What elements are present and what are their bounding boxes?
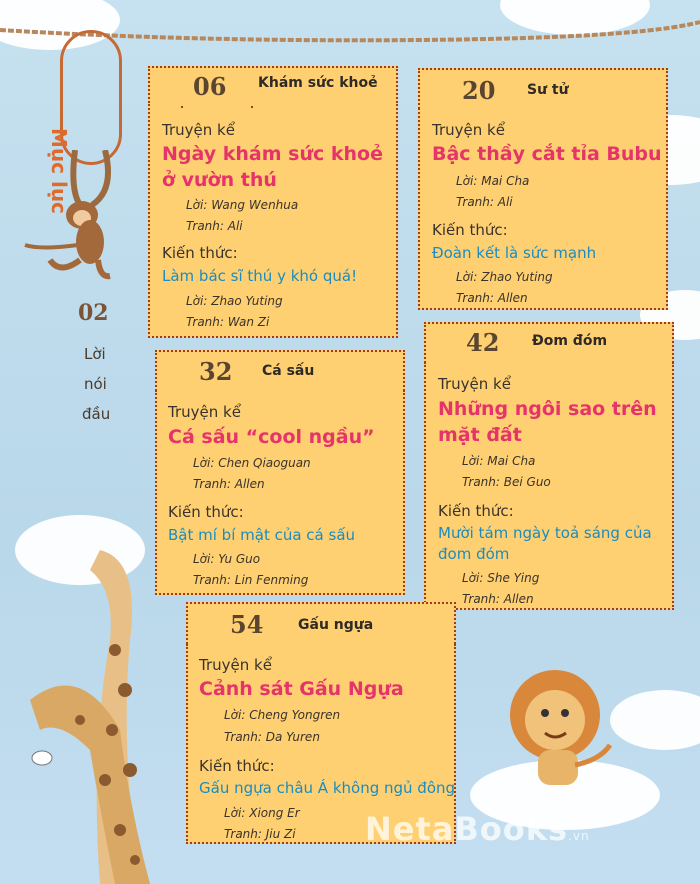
intro-word: Lời bbox=[84, 345, 106, 363]
watermark-suffix: .vn bbox=[568, 829, 590, 843]
story-label: Truyện kể bbox=[162, 121, 235, 139]
entry-page-number: 20 bbox=[462, 76, 496, 105]
knowledge-label: Kiến thức: bbox=[162, 244, 238, 262]
monkey-illustration bbox=[20, 150, 130, 280]
entry-page-number: 32 bbox=[199, 357, 233, 386]
story-label: Truyện kể bbox=[168, 403, 241, 421]
knowledge-label: Kiến thức: bbox=[438, 502, 514, 520]
credit-art: Tranh: Allen bbox=[462, 592, 534, 606]
credit-art: Tranh: Lin Fenming bbox=[193, 573, 309, 587]
credit-art: Tranh: Jiu Zi bbox=[224, 827, 296, 841]
lion-illustration bbox=[500, 665, 620, 795]
credit-text: Lời: Mai Cha bbox=[456, 174, 530, 188]
credit-text: Lời: Zhao Yuting bbox=[456, 270, 553, 284]
knowledge-title[interactable]: đom đóm bbox=[438, 545, 510, 563]
knowledge-label: Kiến thức: bbox=[432, 221, 508, 239]
story-label: Truyện kể bbox=[438, 375, 511, 393]
knowledge-title[interactable]: Bật mí bí mật của cá sấu bbox=[168, 526, 356, 544]
story-label: Truyện kể bbox=[432, 121, 505, 139]
story-title[interactable]: Cảnh sát Gấu Ngựa bbox=[199, 678, 404, 700]
entry-topic: Gấu ngựa bbox=[298, 617, 374, 633]
story-title[interactable]: ở vườn thú bbox=[162, 169, 277, 191]
credit-text: Lời: Cheng Yongren bbox=[224, 708, 341, 722]
knowledge-title[interactable]: Làm bác sĩ thú y khó quá! bbox=[162, 267, 358, 285]
entry-page-number: 42 bbox=[466, 328, 500, 357]
credit-art: Tranh: Da Yuren bbox=[224, 730, 320, 744]
knowledge-title[interactable]: Gấu ngựa châu Á không ngủ đông bbox=[199, 779, 456, 797]
story-title[interactable]: mặt đất bbox=[438, 424, 522, 446]
intro-page-number: 02 bbox=[78, 300, 109, 326]
knowledge-label: Kiến thức: bbox=[199, 757, 275, 775]
entry-topic: Khám sức khoẻ bbox=[258, 75, 378, 91]
credit-art: Tranh: Allen bbox=[456, 291, 528, 305]
knowledge-title[interactable]: Đoàn kết là sức mạnh bbox=[432, 244, 597, 262]
credit-art: Tranh: Allen bbox=[193, 477, 265, 491]
toc-title-badge bbox=[47, 30, 122, 214]
toc-title: Mục lục bbox=[47, 128, 71, 214]
entry-page-number: 06 bbox=[193, 72, 227, 101]
credit-text: Lời: Xiong Er bbox=[224, 806, 300, 820]
credit-text: Lời: Wang Wenhua bbox=[186, 198, 299, 212]
knowledge-label: Kiến thức: bbox=[168, 503, 244, 521]
entry-topic: Cá sấu bbox=[262, 363, 315, 379]
intro-word: nói bbox=[84, 375, 107, 393]
watermark-brand: NetaBooks bbox=[365, 810, 569, 848]
knowledge-title[interactable]: Mười tám ngày toả sáng của bbox=[438, 524, 652, 542]
story-title[interactable]: Những ngôi sao trên bbox=[438, 398, 657, 420]
credit-text: Lời: Chen Qiaoguan bbox=[193, 456, 311, 470]
credit-art: Tranh: Ali bbox=[186, 219, 243, 233]
watermark bbox=[365, 810, 590, 848]
credit-text: Lời: She Ying bbox=[462, 571, 540, 585]
story-title[interactable]: Bậc thầy cắt tỉa Bubu bbox=[432, 143, 662, 165]
credit-text: Lời: Zhao Yuting bbox=[186, 294, 283, 308]
intro-word: đầu bbox=[82, 405, 111, 423]
entry-topic: Đom đóm bbox=[532, 333, 608, 349]
credit-text: Lời: Mai Cha bbox=[462, 454, 536, 468]
credit-art: Tranh: Wan Zi bbox=[186, 315, 270, 329]
story-label: Truyện kể bbox=[199, 656, 272, 674]
story-title[interactable]: Cá sấu “cool ngầu” bbox=[168, 426, 375, 448]
entry-page-number: 54 bbox=[230, 610, 264, 639]
credit-text: Lời: Yu Guo bbox=[193, 552, 261, 566]
credit-art: Tranh: Bei Guo bbox=[462, 475, 551, 489]
entry-topic: Sư tử bbox=[527, 82, 569, 98]
credit-art: Tranh: Ali bbox=[456, 195, 513, 209]
story-title[interactable]: Ngày khám sức khoẻ bbox=[162, 143, 383, 165]
